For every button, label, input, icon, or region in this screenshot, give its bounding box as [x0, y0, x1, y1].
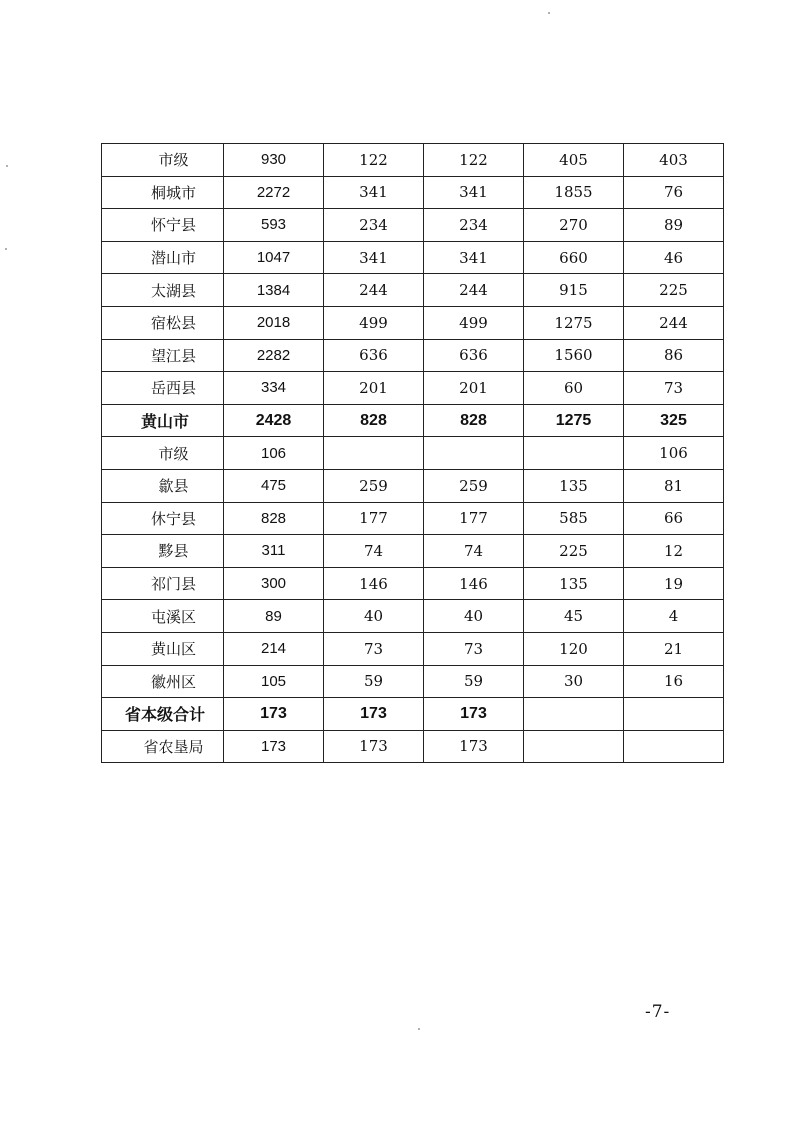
- value-cell-col-3: [424, 437, 524, 470]
- table-row-subtotal: [102, 698, 724, 731]
- value-cell-col-3: 341: [424, 176, 524, 209]
- value-cell-col-5: 16: [624, 665, 724, 698]
- region-name-cell: 太湖县: [102, 274, 224, 307]
- value-cell-col-2: 499: [324, 306, 424, 339]
- value-cell-col-3: 636: [424, 339, 524, 372]
- value-cell-col-2: [324, 437, 424, 470]
- value-cell-col-2: 259: [324, 469, 424, 502]
- value-cell-col-5: 89: [624, 209, 724, 242]
- table-row: [102, 437, 724, 470]
- value-cell-col-2: 341: [324, 241, 424, 274]
- value-cell-col-3: 244: [424, 274, 524, 307]
- value-cell-col-5: 106: [624, 437, 724, 470]
- table-row: [102, 339, 724, 372]
- value-cell-col-1: 334: [224, 372, 324, 405]
- value-cell-col-2: 173: [324, 698, 424, 731]
- value-cell-col-4: 135: [524, 469, 624, 502]
- page-number: -7-: [645, 1002, 671, 1022]
- value-cell-col-5: 86: [624, 339, 724, 372]
- region-name-cell: 省本级合计: [102, 698, 224, 731]
- value-cell-col-4: 135: [524, 567, 624, 600]
- value-cell-col-2: 122: [324, 144, 424, 177]
- table-row: [102, 567, 724, 600]
- value-cell-col-3: 40: [424, 600, 524, 633]
- table-row: [102, 665, 724, 698]
- value-cell-col-1: 2428: [224, 404, 324, 437]
- value-cell-col-5: 81: [624, 469, 724, 502]
- value-cell-col-3: 177: [424, 502, 524, 535]
- value-cell-col-1: 2272: [224, 176, 324, 209]
- value-cell-col-4: [524, 437, 624, 470]
- value-cell-col-5: 325: [624, 404, 724, 437]
- value-cell-col-1: 300: [224, 567, 324, 600]
- value-cell-col-4: 1855: [524, 176, 624, 209]
- value-cell-col-4: [524, 730, 624, 763]
- region-name-cell: 黄山区: [102, 632, 224, 665]
- region-name-cell: 怀宁县: [102, 209, 224, 242]
- value-cell-col-3: 173: [424, 730, 524, 763]
- value-cell-col-5: 244: [624, 306, 724, 339]
- value-cell-col-1: 930: [224, 144, 324, 177]
- value-cell-col-1: 1384: [224, 274, 324, 307]
- table-row: [102, 372, 724, 405]
- table-row: [102, 144, 724, 177]
- table-row: [102, 209, 724, 242]
- value-cell-col-4: 30: [524, 665, 624, 698]
- value-cell-col-1: 214: [224, 632, 324, 665]
- value-cell-col-3: 499: [424, 306, 524, 339]
- value-cell-col-1: 2018: [224, 306, 324, 339]
- region-name-cell: 黟县: [102, 535, 224, 568]
- value-cell-col-3: 73: [424, 632, 524, 665]
- value-cell-col-3: 341: [424, 241, 524, 274]
- value-cell-col-1: 106: [224, 437, 324, 470]
- table-row: [102, 176, 724, 209]
- value-cell-col-5: 403: [624, 144, 724, 177]
- value-cell-col-5: [624, 730, 724, 763]
- table-row: [102, 469, 724, 502]
- value-cell-col-1: 89: [224, 600, 324, 633]
- region-name-cell: 歙县: [102, 469, 224, 502]
- value-cell-col-4: 1560: [524, 339, 624, 372]
- scan-speck: [548, 12, 550, 14]
- table-row: [102, 535, 724, 568]
- value-cell-col-2: 234: [324, 209, 424, 242]
- value-cell-col-1: 475: [224, 469, 324, 502]
- region-name-cell: 市级: [102, 437, 224, 470]
- value-cell-col-2: 59: [324, 665, 424, 698]
- value-cell-col-3: 259: [424, 469, 524, 502]
- table-row: [102, 632, 724, 665]
- region-name-cell: 屯溪区: [102, 600, 224, 633]
- region-name-cell: 祁门县: [102, 567, 224, 600]
- value-cell-col-4: 915: [524, 274, 624, 307]
- value-cell-col-5: [624, 698, 724, 731]
- value-cell-col-4: 225: [524, 535, 624, 568]
- region-name-cell: 宿松县: [102, 306, 224, 339]
- value-cell-col-1: 593: [224, 209, 324, 242]
- value-cell-col-2: 74: [324, 535, 424, 568]
- value-cell-col-4: 585: [524, 502, 624, 535]
- value-cell-col-1: 2282: [224, 339, 324, 372]
- value-cell-col-4: 45: [524, 600, 624, 633]
- scan-speck: [5, 248, 7, 250]
- table-row: [102, 600, 724, 633]
- value-cell-col-5: 46: [624, 241, 724, 274]
- region-name-cell: 黄山市: [102, 404, 224, 437]
- region-name-cell: 桐城市: [102, 176, 224, 209]
- value-cell-col-2: 828: [324, 404, 424, 437]
- value-cell-col-4: 1275: [524, 404, 624, 437]
- table-row-subtotal: [102, 404, 724, 437]
- value-cell-col-1: 311: [224, 535, 324, 568]
- region-name-cell: 省农垦局: [102, 730, 224, 763]
- region-name-cell: 望江县: [102, 339, 224, 372]
- value-cell-col-5: 19: [624, 567, 724, 600]
- value-cell-col-3: 234: [424, 209, 524, 242]
- value-cell-col-3: 201: [424, 372, 524, 405]
- value-cell-col-2: 341: [324, 176, 424, 209]
- region-name-cell: 休宁县: [102, 502, 224, 535]
- value-cell-col-3: 59: [424, 665, 524, 698]
- value-cell-col-1: 173: [224, 730, 324, 763]
- table-row: [102, 241, 724, 274]
- value-cell-col-5: 21: [624, 632, 724, 665]
- table-body: [102, 144, 724, 763]
- value-cell-col-5: 12: [624, 535, 724, 568]
- value-cell-col-2: 636: [324, 339, 424, 372]
- value-cell-col-2: 201: [324, 372, 424, 405]
- table-row: [102, 730, 724, 763]
- value-cell-col-2: 244: [324, 274, 424, 307]
- value-cell-col-4: 1275: [524, 306, 624, 339]
- table-row: [102, 502, 724, 535]
- value-cell-col-5: 66: [624, 502, 724, 535]
- value-cell-col-1: 105: [224, 665, 324, 698]
- value-cell-col-5: 225: [624, 274, 724, 307]
- value-cell-col-1: 173: [224, 698, 324, 731]
- value-cell-col-2: 177: [324, 502, 424, 535]
- value-cell-col-2: 146: [324, 567, 424, 600]
- region-name-cell: 潜山市: [102, 241, 224, 274]
- region-name-cell: 市级: [102, 144, 224, 177]
- value-cell-col-4: 270: [524, 209, 624, 242]
- scan-speck: [6, 165, 8, 167]
- scan-speck: [418, 1028, 420, 1030]
- table-row: [102, 274, 724, 307]
- value-cell-col-3: 173: [424, 698, 524, 731]
- value-cell-col-1: 1047: [224, 241, 324, 274]
- value-cell-col-4: [524, 698, 624, 731]
- value-cell-col-4: 60: [524, 372, 624, 405]
- region-name-cell: 岳西县: [102, 372, 224, 405]
- value-cell-col-3: 146: [424, 567, 524, 600]
- allocation-table: [101, 143, 724, 763]
- value-cell-col-3: 828: [424, 404, 524, 437]
- value-cell-col-4: 660: [524, 241, 624, 274]
- value-cell-col-1: 828: [224, 502, 324, 535]
- value-cell-col-4: 120: [524, 632, 624, 665]
- value-cell-col-5: 76: [624, 176, 724, 209]
- value-cell-col-3: 122: [424, 144, 524, 177]
- region-name-cell: 徽州区: [102, 665, 224, 698]
- table-row: [102, 306, 724, 339]
- value-cell-col-2: 73: [324, 632, 424, 665]
- value-cell-col-3: 74: [424, 535, 524, 568]
- value-cell-col-2: 40: [324, 600, 424, 633]
- value-cell-col-5: 4: [624, 600, 724, 633]
- value-cell-col-4: 405: [524, 144, 624, 177]
- value-cell-col-2: 173: [324, 730, 424, 763]
- value-cell-col-5: 73: [624, 372, 724, 405]
